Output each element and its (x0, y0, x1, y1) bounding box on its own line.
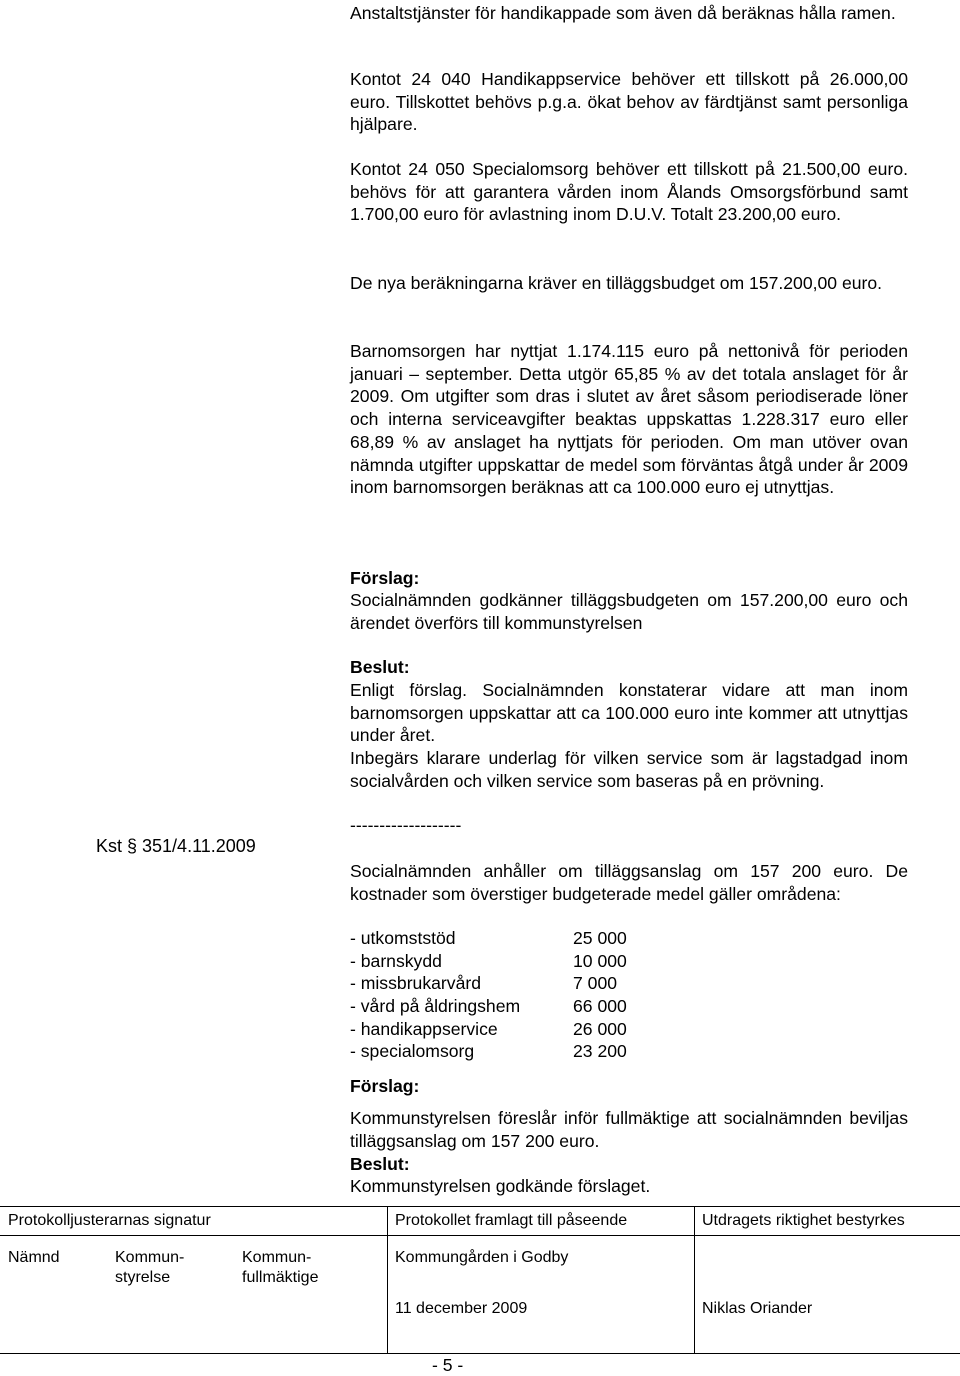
cost-amount: 10 000 (573, 950, 627, 971)
paragraph-barnomsorgen: Barnomsorgen har nyttjat 1.174.115 euro på nettonivå för perioden januari – september. Detta utgör 65,85 % av det totala anslaget för år 2009. Om utgifter som dras i slutet av året såsom periodiserade löner och interna serviceavgifter beaktas uppskattas 1.228.317 euro eller 68,89 % av anslaget ha nyttjats för perioden. Om man utöver ovan nämnda utgifter uppskattar de medel som förväntas åtgå under år 2009 inom barnomsorgen beräknas att ca 100.000 euro ej utnyttjas. (350, 341, 908, 498)
cost-label: - missbrukarvård (350, 973, 481, 994)
cost-label: - utkomststöd (350, 928, 456, 948)
beslut-text-1b: Inbegärs klarare underlag för vilken service som är lagstadgad inom socialvården och vilken service som baseras på en prövning. (350, 748, 908, 791)
footer-divider (0, 1235, 960, 1236)
footer-kommunfullmaktige: Kommun- fullmäktige (242, 1249, 319, 1286)
footer-namn: Niklas Oriander (702, 1300, 813, 1317)
footer-kommunstyrelse: Kommun- styrelse (115, 1249, 185, 1286)
beslut-heading-2: Beslut: (350, 1154, 410, 1174)
signature-footer (0, 1206, 960, 1354)
paragraph-handikappservice: Kontot 24 040 Handikappservice behöver ett tillskott på 26.000,00 euro. Tillskottet behövs p.g.a. ökat behov av färdtjänst samt personliga hjälpare. (350, 69, 908, 135)
ks-paragraph: Socialnämnden anhåller om tilläggsanslag om 157 200 euro. De kostnader som överstiger budgeterade medel gäller områdena: (350, 861, 908, 904)
paragraph-tillaggsbudget: De nya beräkningarna kräver en tilläggsbudget om 157.200,00 euro. (350, 273, 883, 293)
beslut-text-2: Kommunstyrelsen godkände förslaget. (350, 1176, 651, 1196)
paragraph-specialomsorg: Kontot 24 050 Specialomsorg behöver ett tillskott på 21.500,00 euro. behövs för att garantera vården inom Ålands Omsorgsförbund samt 1.700,00 euro för avlastning inom D.U.V. Totalt 23.200,00 euro. (350, 159, 908, 225)
footer-divider (694, 1207, 695, 1353)
footer-datum: 11 december 2009 (395, 1300, 528, 1317)
footer-namnd: Nämnd (8, 1249, 60, 1266)
separator-dashes: ------------------- (350, 815, 462, 835)
beslut-text-1: Enligt förslag. Socialnämnden konstaterar vidare att man inom barnomsorgen uppskattar att ca 100.000 euro inte kommer att utnyttjas under året. (350, 680, 908, 746)
footer-bestyrkes-label: Utdragets riktighet bestyrkes (702, 1212, 905, 1229)
beslut-heading-1: Beslut: (350, 657, 410, 677)
cost-label: - handikappservice (350, 1018, 498, 1039)
forslag-text-2: Kommunstyrelsen föreslår inför fullmäktige att socialnämnden beviljas tilläggsanslag om 157 200 euro. (350, 1108, 908, 1151)
cost-amount: 26 000 (573, 1018, 627, 1039)
list-item (350, 927, 670, 950)
forslag-heading-1: Förslag: (350, 568, 420, 588)
forslag-heading-2: Förslag: (350, 1076, 420, 1096)
list-item (350, 972, 670, 995)
footer-plats: Kommungården i Godby (395, 1249, 569, 1266)
footer-divider (387, 1207, 388, 1353)
list-item (350, 950, 670, 973)
cost-label: - vård på åldringshem (350, 996, 521, 1017)
cost-amount: 25 000 (573, 928, 627, 948)
list-item (350, 1018, 670, 1041)
footer-signatur-label: Protokolljusterarnas signatur (8, 1212, 211, 1229)
forslag-text-1: Socialnämnden godkänner tilläggsbudgeten om 157.200,00 euro och ärendet överförs till kommunstyrelsen (350, 590, 908, 633)
list-item (350, 995, 670, 1018)
kst-reference: Kst § 351/4.11.2009 (96, 836, 256, 856)
page-number: - 5 - (432, 1355, 464, 1375)
cost-amount: 23 200 (573, 1041, 627, 1062)
list-item (350, 1040, 670, 1063)
cost-amount: 66 000 (573, 996, 627, 1017)
cost-label: - barnskydd (350, 950, 442, 971)
paragraph-anstaltstjanster: Anstaltstjänster för handikappade som även då beräknas hålla ramen. (350, 3, 896, 23)
cost-label: - specialomsorg (350, 1041, 475, 1062)
footer-framlagt-label: Protokollet framlagt till påseende (395, 1212, 628, 1229)
cost-list (350, 927, 670, 1063)
cost-amount: 7 000 (573, 973, 618, 994)
